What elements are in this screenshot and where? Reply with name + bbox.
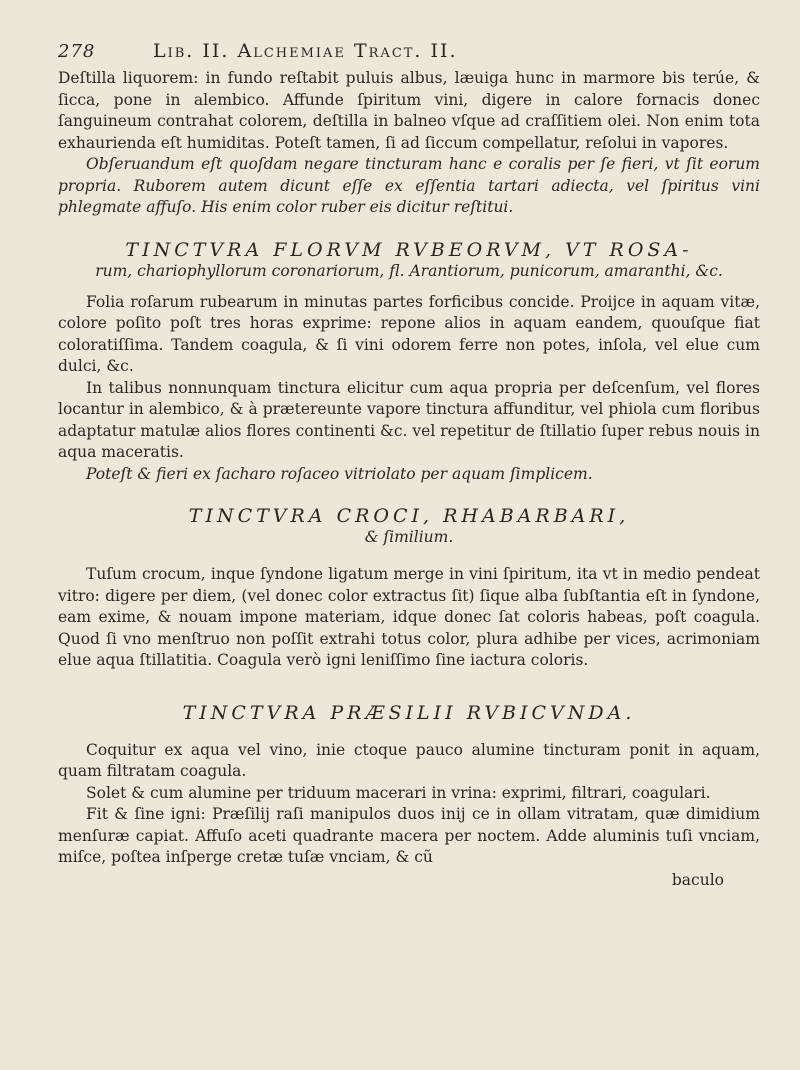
paragraph-folia-rosarum: Folia roſarum rubearum in minutas partes forficibus concide. Proijce in aquam vitæ, colore poſito poſt tres horas exprime: repone alios in aquam eandem, quouſque fiat coloratiſſima. Tandem coagula, & ſi vini odorem ferre non potes, inſola, vel elue cum dulci, &c. [58, 292, 760, 375]
section-heading-tinctura-praesilii: TINCTVRA PRÆSILII RVBICVNDA. [182, 701, 636, 724]
paragraph-solet: Solet & cum alumine per triduum macerari in vrina: exprimi, filtrari, coagulari. [86, 783, 711, 802]
paragraph-observation-coral: Obſeruandum eſt quoſdam negare tincturam hanc e coralis per ſe fieri, vt ſit eorum propria. Ruborem autem dicunt eſſe ex eſſentia tartari adiecta, vel ſpiritus vini phlegmate affuſo. His enim color ruber eis dicitur reſtitui. [58, 155, 760, 216]
catchword: baculo [671, 870, 724, 889]
paragraph-fit-sine-igni: Fit & ſine igni: Præſilij raſi manipulos duos inij ce in ollam vitratam, quæ dimidium menſuræ capiat. Affuſo aceti quadrante macera per noctem. Adde aluminis tuſi vnciam, miſce, poſtea inſperge cretæ tuſæ vnciam, & cũ [58, 805, 760, 866]
running-head [58, 40, 760, 62]
section-heading-tinctura-florum: TINCTVRA FLORVM RVBEORVM, VT ROSA- [125, 238, 693, 261]
section-subheading-tinctura-croci: & ſimilium. [364, 528, 454, 546]
paragraph-sacharo-rosaceo: Poteſt & fieri ex ſacharo roſaceo vitriolato per aquam ſimplicem. [86, 464, 593, 483]
paragraph-tusum-crocum: Tuſum crocum, inque ſyndone ligatum merge in vini ſpiritum, ita vt in medio pendeat vitro: digere per diem, (vel donec color extractus ſit) ſique alba ſubſtantia eſt in ſyndone, eam exime, & nouam impone materiam, idque donec ſat coloris habeas, poſt coagula. Quod ſi vno menſtruo non poſſit extrahi totus color, plura adhibe per vices, acrimoniam elue aqua ſtillatitia. Coagula verò igni leniſſimo ſine iactura coloris. [58, 565, 760, 669]
running-title: Lib. II. Alchemiae Tract. II. [153, 40, 458, 62]
section-heading-tinctura-croci: TINCTVRA CROCI, RHABARBARI, [188, 505, 630, 527]
paragraph-distill-residue: Deſtilla liquorem: in fundo reſtabit puluis albus, læuiga hunc in marmore bis terúe, & ſicca, pone in alembico. Affunde ſpiritum vini, digere in calore fornacis donec ſanguineum contrahat colorem, deſtilla in balneo vſque ad craſſitiem olei. Non enim tota exhaurienda eſt humiditas. Poteſt tamen, ſi ad ſiccum compellatur, reſolui in vapores. [58, 69, 760, 152]
paragraph-coquitur: Coquitur ex aqua vel vino, inie ctoque pauco alumine tincturam ponit in aquam, quam filtratam coagula. [58, 740, 760, 780]
page-number: 278 [58, 41, 96, 62]
section-subheading-tinctura-florum: rum, chariophyllorum coronariorum, fl. Arantiorum, punicorum, amaranthi, &c. [95, 261, 723, 280]
paragraph-in-talibus: In talibus nonnunquam tinctura elicitur cum aqua propria per deſcenſum, vel flores locantur in alembico, & à prætereunte vapore tinctura affunditur, vel phiola cum floribus adaptatur matulæ alios flores continenti &c. vel repetitur de ſtillatio ſuper rebus nouis in aqua maceratis. [58, 378, 760, 461]
